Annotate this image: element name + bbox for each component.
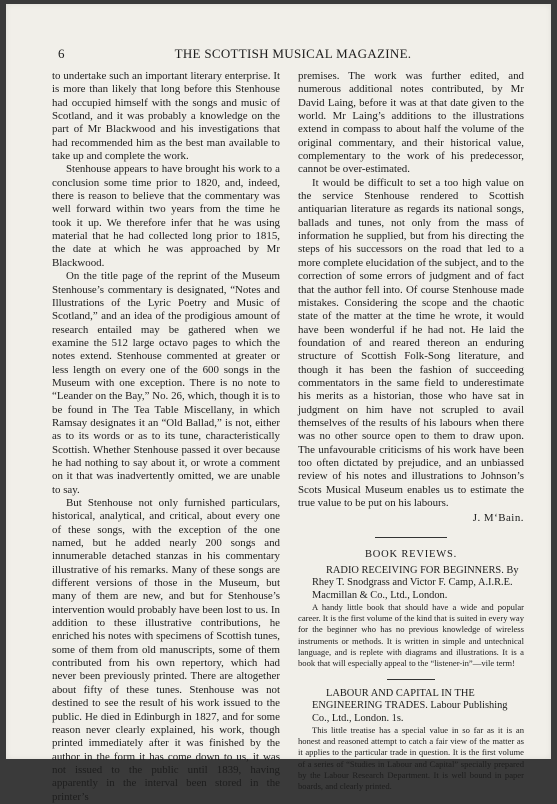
section-divider [375,537,447,538]
review-1-body: A handy little book that should have a wide and popular career. It is the first volume of the kind that is suited in every way for the beginner who has no previous knowledge of wireless instruments or methods. It is written in simple and untechnical language, and is replete with diagrams and illustrations. It is a book that will especially appeal to the “listener-in”—vile term! [298,601,525,668]
book-reviews-heading: BOOK REVIEWS. [364,548,458,560]
page-header [58,46,528,64]
review-2-body: This little treatise has a special value in so far as it is an honest and reasoned attempt to catch a fair view of the matter as it applies to the particular trade in question. It is the first volume of a series of “Studies in Labour and Capital” specially prepared by the Labour Research Department. It is well bound in paper boards, and clearly printed. [298,725,524,792]
left-paragraph-1: to undertake such an important literary enterprise. It is more than likely that long before this Stenhouse had occupied himself with the songs and music of Scotland, and it was probably a knowledge on the part of Mr Blackwood and his investigations that had recommended him as the best man available to take up and complete the work. [52,70,280,163]
left-column [52,70,280,804]
magazine-title: THE SCOTTISH MUSICAL MAGAZINE. [174,46,412,61]
review-2-title: LABOUR AND CAPITAL IN THE ENGINEERING TRADES. Labour Publishing Co., Ltd., London. 1s. [312,688,508,724]
right-paragraph-2: It would be difficult to set a too high value on the service Stenhouse rendered to Scottish antiquarian literature as regards its national songs, ballads and tunes, not only from the mass of information he supplied, but from his directing the steps of his successors on the road that led to a more complete elucidation of the subject, and to the correction of some errors of judgment and of fact that the author fell into. Of course Stenhouse made mistakes. Considering the scope and the chaotic state of the matter at the time he wrote, it would have been wonderful if he had not. He laid the foundation of and reared thereon an enduring structure of Scottish Folk-Song literature, and though it has been the fashion of succeeding commentators in the same field to underestimate his merits as a historian, those who have sat in judgment on him have not scrupled to avail themselves of the results of his labours when there was no other source open to them to draw upon. The unfavourable criticisms of his work have been too often dictated by prejudice, and an unbiassed review of his notes and illustrations to Johnson’s Scots Musical Museum enables us to estimate the true value to be put on his labours. [298,176,524,509]
review-1-title: RADIO RECEIVING FOR BEGINNERS. By Rhey T. Snodgrass and Victor F. Camp, A.I.R.E. Macmillan & Co., Ltd., London. [312,565,519,601]
left-paragraph-2: Stenhouse appears to have brought his work to a conclusion some time prior to 1820, and, indeed, there is reason to believe that the commentary was well forward within two years from the time he took it up. We therefore infer that he was using material that he had collected long prior to 1815, the date at which he was approached by Mr Blackwood. [52,163,280,269]
page-number: 6 [58,46,65,61]
right-paragraph-1: premises. The work was further edited, and numerous additional notes contributed, by Mr David Laing, before it was at that date given to the world. Mr Laing’s additions to the illustrations extend in compass to about half the volume of the original commentary, and their historical value, complementary to the work of his predecessor, cannot be over-estimated. [298,70,524,176]
review-divider [387,679,435,680]
left-paragraph-3: On the title page of the reprint of the Museum Stenhouse’s commentary is designated, “Notes and Illustrations of the Lyric Poetry and Music of Scotland,” and an idea of the prodigious amount of research entailed may be gathered when we examine the 512 large octavo pages to which the notes extend. Stenhouse commented at greater or less length on every one of the 600 songs in the Museum with one exception. There is no note to “Leander on the Bay,” No. 26, which, though it is to be found in The Tea Table Miscellany, in which Ramsay designates it an “Old Ballad,” is not, either as to its words or as to its tune, characteristically Scottish. Whether Stenhouse passed it over because he had nothing to say about it, or wrote a comment on it that was inadvertently omitted, we are unable to say. [52,270,280,496]
author-signature: J. M‘Bain. [472,512,524,525]
left-paragraph-4: But Stenhouse not only furnished particulars, historical, analytical, and critical, about every one of these songs, with the exception of the one named, but he added nearly 200 songs and innumerable detached stanzas in his commentary illustrative of his remarks. Many of these songs are different versions of those in the Museum, but many of them are new, and but for Stenhouse’s intervention would probably have been lost to us. In addition to these illustrative contributions, he enriched his notes with specimens of Scottish tunes, some of them from old manuscripts, some of them contributed from his own repertory, which had never been previously printed. There are altogether about fifty of these tunes. Stenhouse was not destined to see the result of his work issued to the public. He died in Edinburgh in 1827, and for some reason never clearly explained, his work, though printed immediately after it was finished by the author in the form it has come down to us, it was not issued to the public until 1839, having apparently in the interval been stored in the printer’s [52,497,280,803]
right-column [298,70,524,792]
